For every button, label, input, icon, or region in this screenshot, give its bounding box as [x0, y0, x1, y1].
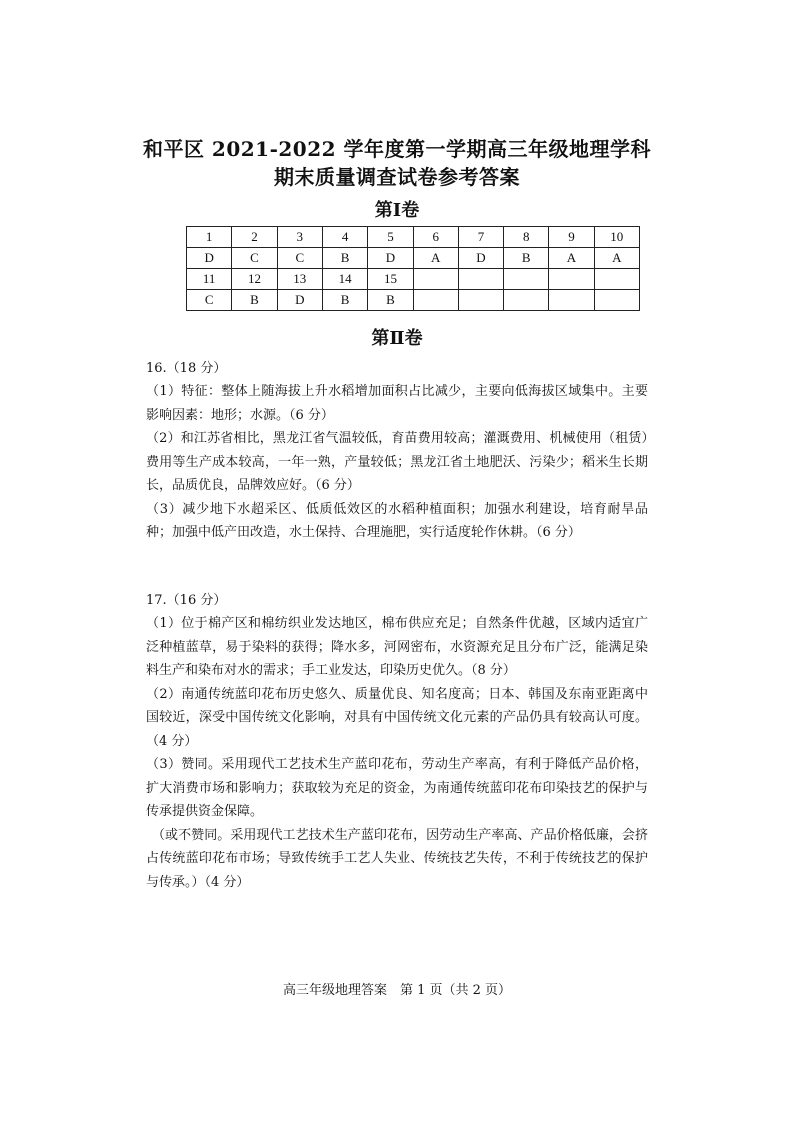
answer-table-cell: 6 — [413, 227, 458, 248]
answer-table-cell: D — [277, 290, 322, 311]
answer-table-cell: C — [277, 248, 322, 269]
q17-part-3: （3）赞同。采用现代工艺技术生产蓝印花布，劳动生产率高，有利于降低产品价格，扩大消费市场和影响力；获取较为充足的资金，为南通传统蓝印花布印染技艺的保护与传承提供资金保障。 — [146, 757, 648, 819]
answer-table-row — [187, 269, 640, 290]
answer-table-cell — [504, 290, 549, 311]
answer-table-cell: B — [232, 290, 277, 311]
answer-table-cell — [413, 290, 458, 311]
answer-table — [186, 226, 640, 311]
answer-table-cell: D — [458, 248, 503, 269]
question-16-answer — [146, 380, 648, 545]
question-17-answer — [146, 612, 648, 894]
answer-table-cell — [458, 269, 503, 290]
document-title-line1: 和平区 2021-2022 学年度第一学期高三年级地理学科 — [142, 137, 652, 161]
answer-table-cell — [549, 290, 594, 311]
answer-table-cell — [458, 290, 503, 311]
answer-table-row — [187, 248, 640, 269]
answer-table-cell: A — [594, 248, 639, 269]
q16-part-2: （2）和江苏省相比，黑龙江省气温较低，育苗费用较高；灌溉费用、机械使用（租赁）费用等生产成本较高，一年一熟，产量较低；黑龙江省土地肥沃、污染少；稻米生长期长，品质优良，品牌效应好。（6 分） — [146, 431, 648, 493]
answer-table-cell — [504, 269, 549, 290]
answer-table-cell: 12 — [232, 269, 277, 290]
answer-table-cell: B — [322, 248, 367, 269]
section-1-heading: 第Ⅰ卷 — [374, 200, 420, 221]
answer-table-cell — [549, 269, 594, 290]
answer-table-cell: 8 — [504, 227, 549, 248]
answer-table-cell: 11 — [187, 269, 232, 290]
answer-table-cell: D — [187, 248, 232, 269]
answer-table-cell: 7 — [458, 227, 503, 248]
page-footer: 高三年级地理答案 第 1 页（共 2 页） — [282, 983, 512, 998]
section-2-heading: 第Ⅱ卷 — [371, 328, 423, 349]
q16-part-3: （3）减少地下水超采区、低质低效区的水稻种植面积；加强水利建设，培育耐旱品种；加强中低产田改造，水土保持、合理施肥，实行适度轮作休耕。（6 分） — [146, 501, 648, 540]
answer-table-cell: C — [187, 290, 232, 311]
answer-table-cell: 1 — [187, 227, 232, 248]
answer-table-cell: 2 — [232, 227, 277, 248]
document-title-line2: 期末质量调查试卷参考答案 — [274, 165, 520, 189]
answer-table-cell: D — [368, 248, 413, 269]
q17-part-2: （2）南通传统蓝印花布历史悠久、质量优良、知名度高；日本、韩国及东南亚距离中国较近，深受中国传统文化影响，对具有中国传统文化元素的产品仍具有较高认可度。（4 分） — [146, 686, 648, 749]
answer-table-cell: 3 — [277, 227, 322, 248]
answer-table-cell: 5 — [368, 227, 413, 248]
answer-table-cell: 4 — [322, 227, 367, 248]
answer-table-cell: 9 — [549, 227, 594, 248]
answer-table-cell: B — [322, 290, 367, 311]
answer-table-cell: 15 — [368, 269, 413, 290]
q16-part-1: （1）特征：整体上随海拔上升水稻增加面积占比减少，主要向低海拔区域集中。主要影响因素：地形；水源。（6 分） — [146, 384, 648, 423]
answer-table-cell: 10 — [594, 227, 639, 248]
q17-part-3-alternative: （或不赞同。采用现代工艺技术生产蓝印花布，因劳动生产率高、产品价格低廉，会挤占传统蓝印花布市场；导致传统手工艺人失业、传统技艺失传，不利于传统技艺的保护与传承。）（4 分） — [146, 827, 648, 890]
answer-table-cell: 14 — [322, 269, 367, 290]
question-16-heading: 16.（18 分） — [146, 361, 227, 376]
answer-table-cell — [594, 269, 639, 290]
answer-table-cell: A — [413, 248, 458, 269]
answer-table-cell — [413, 269, 458, 290]
answer-table-cell: B — [368, 290, 413, 311]
answer-table-cell: C — [232, 248, 277, 269]
answer-table-row — [187, 227, 640, 248]
answer-table-cell — [594, 290, 639, 311]
answer-table-cell: B — [504, 248, 549, 269]
question-17-heading: 17.（16 分） — [146, 593, 227, 608]
answer-table-cell: A — [549, 248, 594, 269]
answer-table-row — [187, 290, 640, 311]
q17-part-1: （1）位于棉产区和棉纺织业发达地区，棉布供应充足；自然条件优越，区域内适宜广泛种植蓝草，易于染料的获得；降水多，河网密布，水资源充足且分布广泛，能满足染料生产和染布对水的需求；手工业发达，印染历史优久。（8 分） — [146, 616, 648, 678]
answer-table-cell: 13 — [277, 269, 322, 290]
